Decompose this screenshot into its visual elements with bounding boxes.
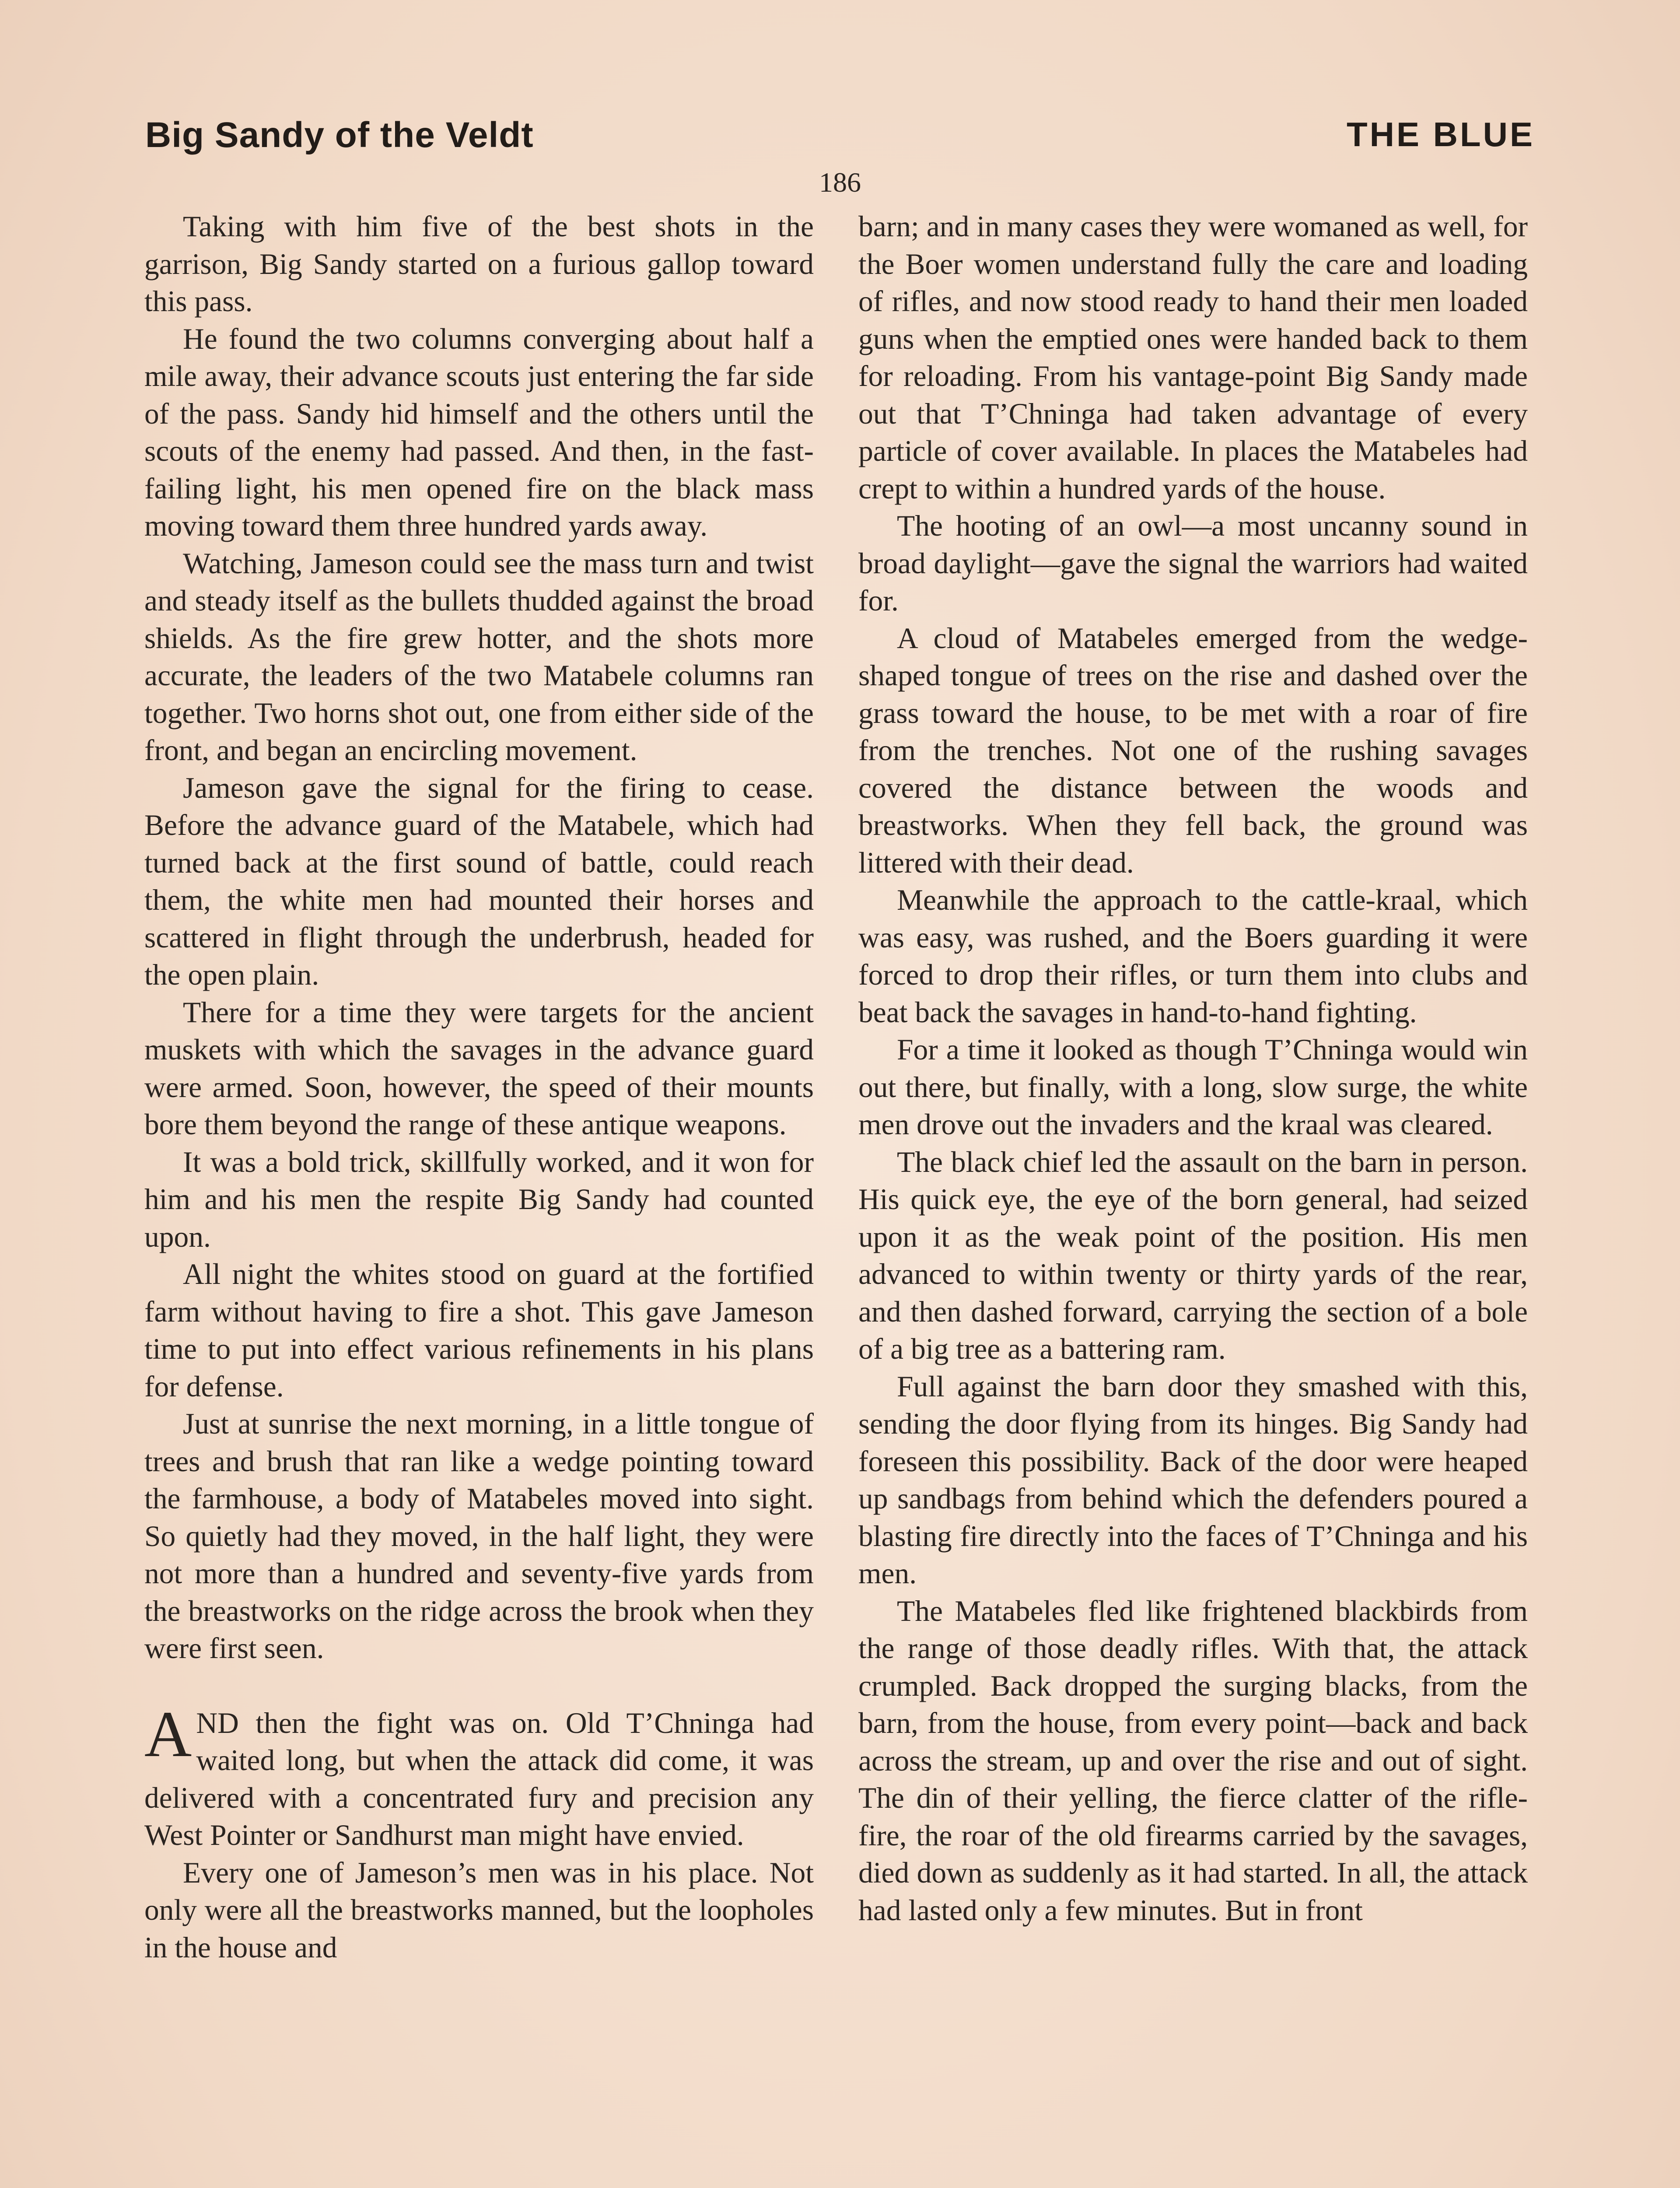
- drop-cap: A: [144, 1697, 192, 1771]
- dropcap-paragraph-text: ND then the fight was on. Old T’Chninga had waited long, but when the attack did come, it was delivered with a concentrated fury and precision any West Pointer or Sandhurst man might have envied.: [144, 1706, 814, 1851]
- right-column: [858, 208, 1528, 1929]
- paragraph: Taking with him five of the best shots in the garrison, Big Sandy started on a furious gallop toward this pass.: [144, 210, 814, 318]
- paragraph: He found the two columns converging about half a mile away, their advance scouts just entering the far side of the pass. Sandy hid himself and the others until the scouts of the enemy had passed. And then, in the fast-failing light, his men opened fire on the black mass moving toward them three hundred yards away.: [144, 322, 814, 542]
- story-title: Big Sandy of the Veldt: [145, 115, 534, 155]
- paragraph: Meanwhile the approach to the cattle-kraal, which was easy, was rushed, and the Boers guarding it were forced to drop their rifles, or turn them into clubs and beat back the savages in hand-to-hand fighting.: [858, 884, 1528, 1029]
- magazine-title: THE BLUE: [1347, 115, 1535, 154]
- paragraph: The black chief led the assault on the barn in person. His quick eye, the eye of the born general, had seized upon it as the weak point of the position. His men advanced to within twenty or thirty yards of the rear, and then dashed forward, carrying the section of a bole of a big tree as a battering ram.: [858, 1145, 1528, 1365]
- paragraph: Just at sunrise the next morning, in a little tongue of trees and brush that ran like a wedge pointing toward the farmhouse, a body of Matabeles moved into sight. So quietly had they moved, in the half light, they were not more than a hundred and seventy-five yards from the breastworks on the ridge across the brook when they were first seen.: [144, 1407, 814, 1665]
- paragraph: Every one of Jameson’s men was in his place. Not only were all the breastworks manned, but the loopholes in the house and: [144, 1856, 814, 1964]
- paragraph: The Matabeles fled like frightened blackbirds from the range of those deadly rifles. With that, the attack crumpled. Back dropped the surging blacks, from the barn, from the house, from every point—back and back across the stream, up and over the rise and out of sight. The din of their yelling, the fierce clatter of the rifle-fire, the roar of the old firearms carried by the savages, died down as suddenly as it had started. In all, the attack had lasted only a few minutes. But in front: [858, 1594, 1528, 1927]
- dropcap-paragraph: [144, 1697, 814, 1854]
- paragraph: It was a bold trick, skillfully worked, and it won for him and his men the respite Big Sandy had counted upon.: [144, 1145, 814, 1253]
- paragraph: A cloud of Matabeles emerged from the wedge-shaped tongue of trees on the rise and dashed over the grass toward the house, to be met with a roar of fire from the trenches. Not one of the rushing savages covered the distance between the woods and breastworks. When they fell back, the ground was littered with their dead.: [858, 621, 1528, 879]
- paragraph: All night the whites stood on guard at the fortified farm without having to fire a shot. This gave Jameson time to put into effect various refinements in his plans for defense.: [144, 1258, 814, 1403]
- page-number: 186: [819, 167, 861, 198]
- paragraph: Watching, Jameson could see the mass turn and twist and steady itself as the bullets thudded against the broad shields. As the fire grew hotter, and the shots more accurate, the leaders of the two Matabele columns ran together. Two horns shot out, one from either side of the front, and began an encircling movement.: [144, 547, 814, 767]
- left-column: [144, 208, 814, 1966]
- paragraph: The hooting of an owl—a most uncanny sound in broad daylight—gave the signal the warriors had waited for.: [858, 509, 1528, 617]
- paragraph: Full against the barn door they smashed with this, sending the door flying from its hinges. Big Sandy had foreseen this possibility. Back of the door were heaped up sandbags from behind which the defenders poured a blasting fire directly into the faces of T’Chninga and his men.: [858, 1370, 1528, 1590]
- paragraph: Jameson gave the signal for the firing to cease. Before the advance guard of the Matabele, which had turned back at the first sound of battle, could reach them, the white men had mounted their horses and scattered in flight through the underbrush, headed for the open plain.: [144, 771, 814, 991]
- paragraph: There for a time they were targets for the ancient muskets with which the savages in the advance guard were armed. Soon, however, the speed of their mounts bore them beyond the range of these antique weapons.: [144, 996, 814, 1141]
- paragraph-continued: barn; and in many cases they were womaned as well, for the Boer women understand fully the care and loading of rifles, and now stood ready to hand their men loaded guns when the emptied ones were handed back to them for reloading. From his vantage-point Big Sandy made out that T’Chninga had taken advantage of every particle of cover available. In places the Matabeles had crept to within a hundred yards of the house.: [858, 210, 1528, 505]
- paragraph: For a time it looked as though T’Chninga would win out there, but finally, with a long, slow surge, the white men drove out the invaders and the kraal was cleared.: [858, 1033, 1528, 1141]
